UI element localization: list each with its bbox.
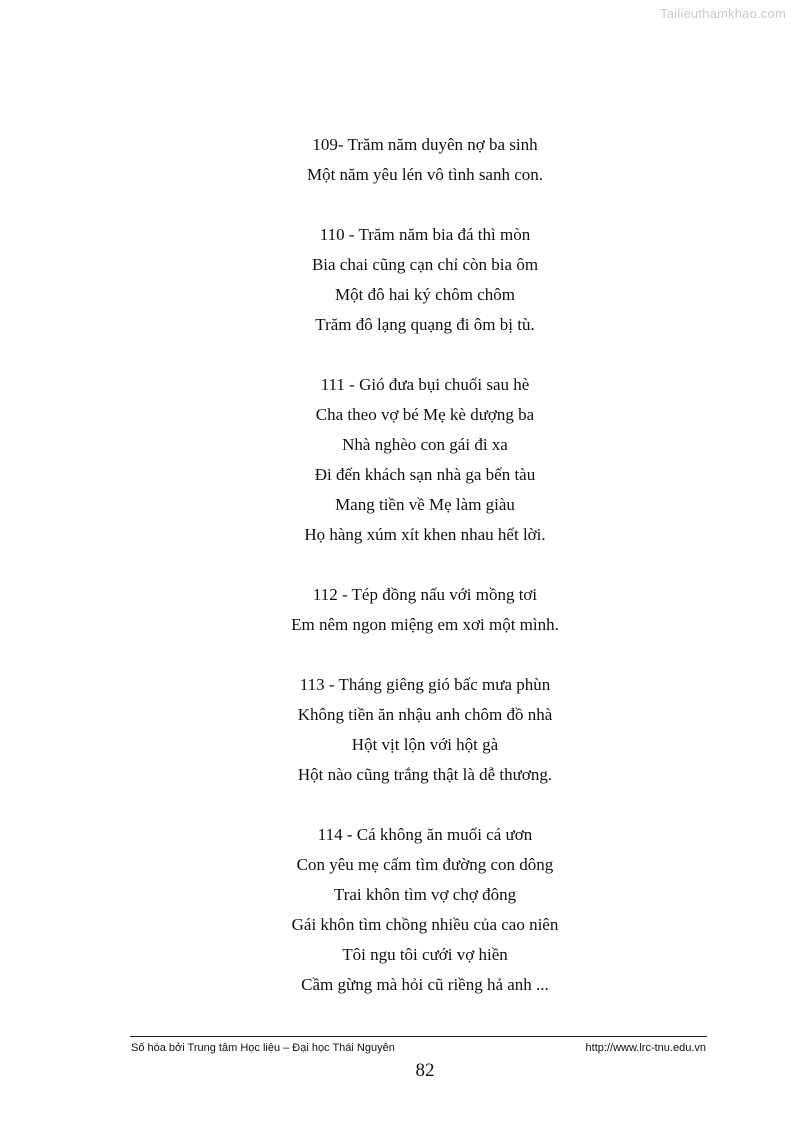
poem-line: Hột nào cũng trắng thật là dễ thương. [297,765,553,784]
page-number: 82 [415,1060,435,1081]
poem-line: 114 - Cá không ăn muối cá ươn [317,825,533,844]
poem-line: Một năm yêu lén vô tình sanh con. [306,165,544,184]
poem-line: Hột vịt lộn với hột gà [351,735,499,754]
poem-line: Trăm đô lạng quạng đi ôm bị tù. [315,315,535,334]
poem-line: Trai khôn tìm vợ chợ đông [333,885,517,904]
footer-credit: Số hóa bởi Trung tâm Học liệu – Đại học Thái Nguyên [131,1042,395,1054]
poem-collection [0,130,794,1030]
watermark: Tailieuthamkhao.com [660,6,786,21]
poem-line: 113 - Tháng giêng gió bấc mưa phùn [299,675,551,694]
poem-line: Gái khôn tìm chồng nhiều của cao niên [291,915,559,934]
poem-line: Bia chai cũng cạn chỉ còn bia ôm [311,255,539,274]
footer-url: http://www.lrc-tnu.edu.vn [585,1042,706,1054]
poem-line: 112 - Tép đồng nấu với mồng tơi [312,585,538,604]
poem-line: 110 - Trăm năm bia đá thì mòn [319,225,531,244]
poem-line: Em nêm ngon miệng em xơi một mình. [291,615,559,634]
poem-line: Con yêu mẹ cấm tìm đường con dông [296,855,554,874]
poem-line: 109- Trăm năm duyên nợ ba sinh [312,135,538,154]
poem-line: Mang tiền về Mẹ làm giàu [335,495,515,514]
poem-line: 111 - Gió đưa bụi chuối sau hè [320,375,530,394]
poem-line: Cha theo vợ bé Mẹ kè dượng ba [315,405,535,424]
stanza-114 [0,820,794,1000]
stanza-111 [0,370,794,550]
stanza-109 [0,130,794,190]
stanza-113 [0,670,794,790]
poem-line: Không tiền ăn nhậu anh chôm đồ nhà [297,705,553,724]
poem-line: Tôi ngu tôi cưới vợ hiền [342,945,508,964]
poem-line: Cầm gừng mà hỏi cũ riềng hả anh ... [301,975,549,994]
poem-line: Một đô hai ký chôm chôm [335,285,515,304]
footer-divider [130,1036,707,1037]
stanza-110 [0,220,794,340]
stanza-112 [0,580,794,640]
poem-line: Đi đến khách sạn nhà ga bến tàu [314,465,536,484]
poem-line: Họ hàng xúm xít khen nhau hết lời. [304,525,546,544]
poem-line: Nhà nghèo con gái đi xa [342,435,508,454]
